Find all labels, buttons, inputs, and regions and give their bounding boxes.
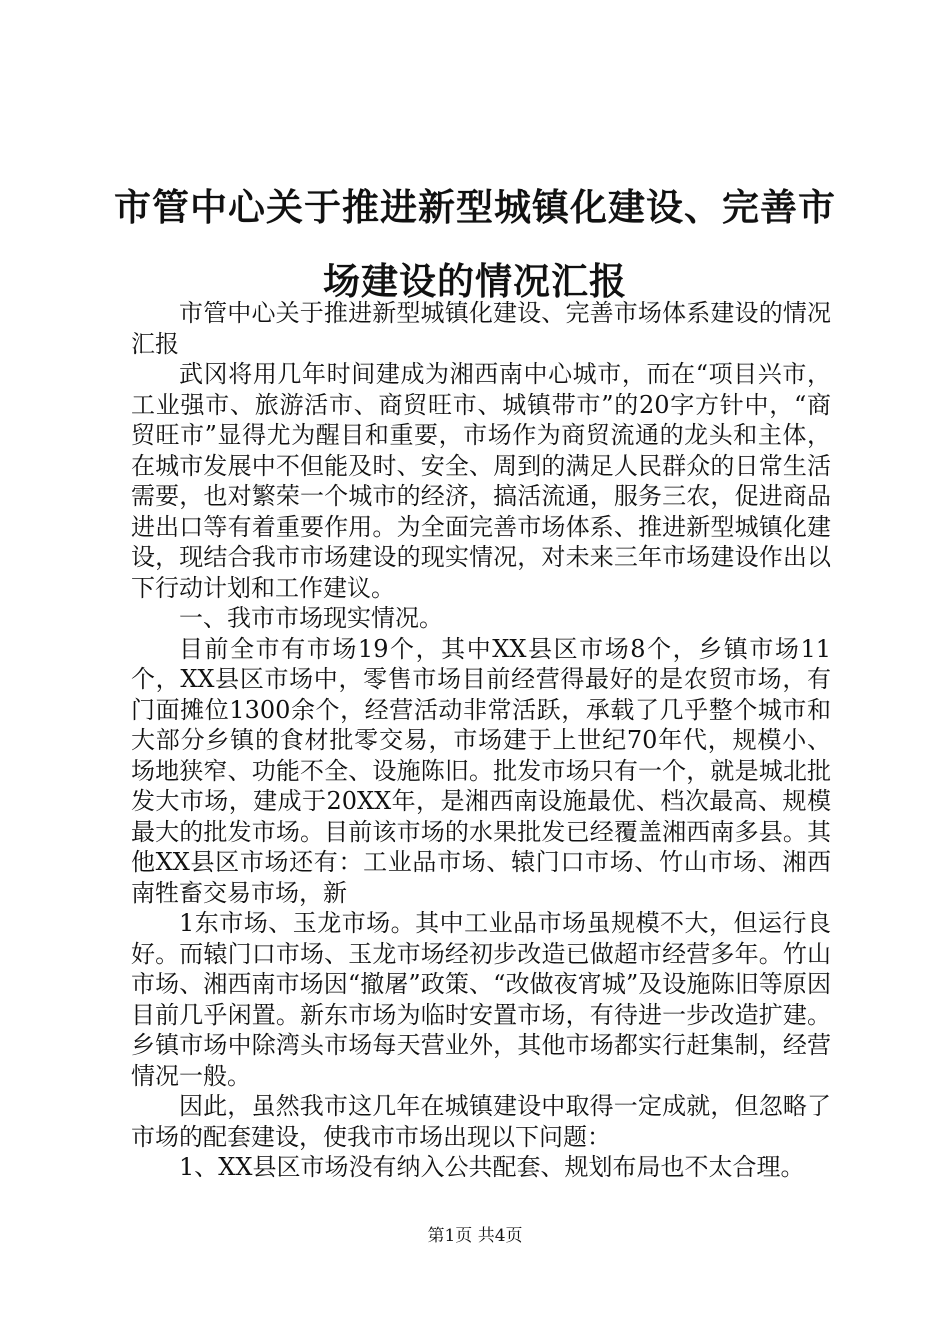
paragraph-intro: 武冈将用几年时间建成为湘西南中心城市，而在“项目兴市，工业强市、旅游活市、商贸旺市、城镇带市”的20字方针中，“商贸旺市”显得尤为醒目和重要，市场作为商贸流通的龙头和主体，在城市发展中不但能及时、安全、周到的满足人民群众的日常生活需要，也对繁荣一个城市的经济，搞活流通，服务三农，促进商品进出口等有着重要作用。为全面完善市场体系、推进新型城镇化建设，现结合我市市场建设的现实情况，对未来三年市场建设作出以下行动计划和工作建议。 <box>131 360 831 602</box>
paragraph-subject: 市管中心关于推进新型城镇化建设、完善市场体系建设的情况汇报 <box>131 299 831 358</box>
paragraph-market-count: 目前全市有市场19个，其中XX县区市场8个，乡镇市场11个，XX县区市场中，零售市场目前经营得最好的是农贸市场，有门面摊位1300余个，经营活动非常活跃，承载了几乎整个城市和大部分乡镇的食材批零交易，市场建于上世纪70年代，规模小、场地狭窄、功能不全、设施陈旧。批发市场只有一个，就是城北批发大市场，建成于20XX年，是湘西南设施最优、档次最高、规模最大的批发市场。目前该市场的水果批发已经覆盖湘西南多县。其他XX县区市场还有：工业品市场、辕门口市场、竹山市场、湘西南牲畜交易市场，新 <box>131 634 831 907</box>
section-heading-current-situation: 一、我市市场现实情况。 <box>179 604 443 632</box>
document-title: 市管中心关于推进新型城镇化建设、完善市场建设的情况汇报 <box>114 185 836 303</box>
page-footer: 第1页 共4页 <box>427 1226 523 1246</box>
paragraph-market-status: 1东市场、玉龙市场。其中工业品市场虽规模不大，但运行良好。而辕门口市场、玉龙市场经初步改造已做超市经营多年。竹山市场、湘西南市场因“撤屠”政策、“改做夜宵城”及设施陈旧等原因目前几乎闲置。新东市场为临时安置市场，有待进一步改造扩建。乡镇市场中除湾头市场每天营业外，其他市场都实行赶集制，经营情况一般。 <box>131 909 831 1090</box>
paragraph-problems-intro: 因此，虽然我市这几年在城镇建设中取得一定成就，但忽略了市场的配套建设，使我市市场出现以下问题： <box>131 1092 831 1151</box>
paragraph-problem-1: 1、XX县区市场没有纳入公共配套、规划布局也不太合理。 <box>179 1153 805 1181</box>
document-body <box>131 298 831 1183</box>
